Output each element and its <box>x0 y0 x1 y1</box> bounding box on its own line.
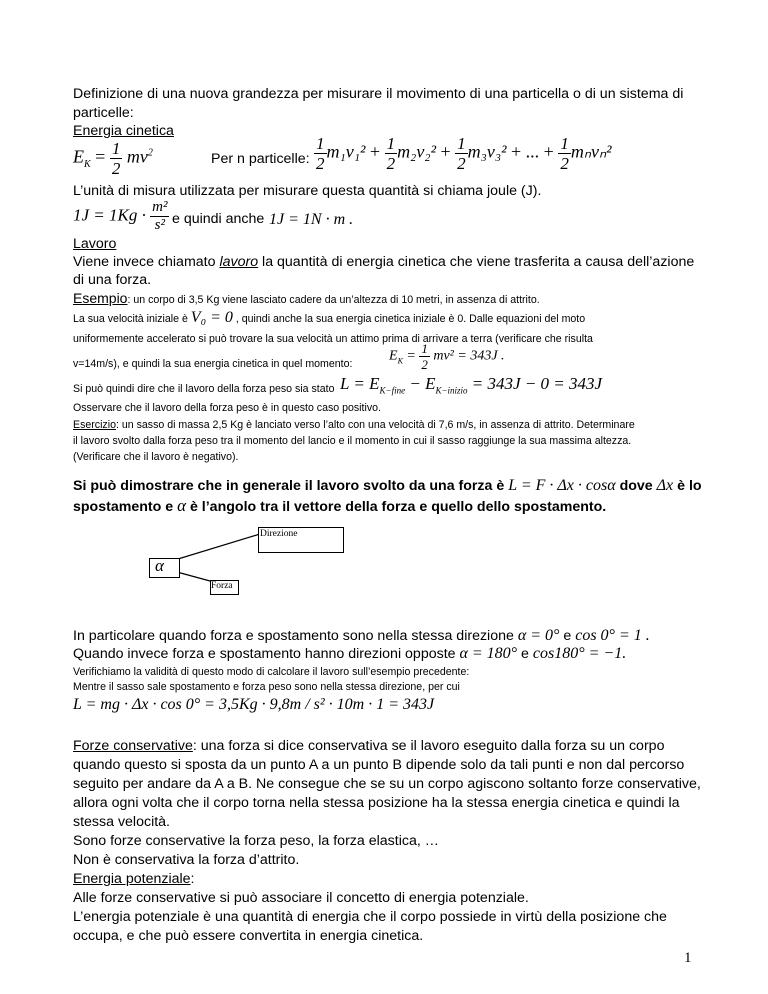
heading-line-2: particelle: <box>73 105 134 121</box>
direction-label: Direzione <box>260 529 298 539</box>
heading-line-1: Definizione di una nuova grandezza per misurare il movimento di una particella o di un sistema di <box>73 86 684 102</box>
example-line-4: v=14m/s), e quindi la sua energia cinetica in quel momento: <box>73 358 353 370</box>
conservative-line-1: Forze conservative: una forza si dice conservativa se il lavoro eseguito dalla forza su un corpo <box>73 738 665 754</box>
conservative-line-3: seguito per andare da A a B. Ne consegue che se su un corpo agiscono soltanto forze conservative, <box>73 776 701 792</box>
force-label: Forza <box>211 581 233 591</box>
bold-statement-line-1: Si può dimostrare che in generale il lavoro svolto da una forza è L = F · Δx · cosα dove Δx è lo <box>73 477 702 494</box>
joule-also-label: e quindi anche <box>172 211 265 227</box>
example-line-1: Esempio: un corpo di 3,5 Kg viene lasciato cadere da un’altezza di 10 metri, in assenza di attrito. <box>73 290 540 306</box>
conservative-line-4: allora ogni volta che il corpo torna nella stessa posizione ha la stessa energia cinetica e quindi la <box>73 795 680 811</box>
exercise-line-1: Esercizio: un sasso di massa 2,5 Kg è lanciato verso l’alto con una velocità di 7,6 m/s, in assenza di attrito. Determinare <box>73 419 635 431</box>
example-line-5: Si può quindi dire che il lavoro della forza peso sia stato <box>73 383 335 395</box>
alpha-label-box <box>149 558 180 578</box>
n-particles-formula: $\frac{1}{2}$ m₁v₁² + $\frac{1}{2}$ m₂v₂² + $\frac{1}{2}$ m₃v₃² + ... + $\frac{1}{2}$ mₙvₙ² <box>316 134 612 173</box>
work-definition-line-2: di una forza. <box>73 272 152 288</box>
example-work-formula: $L = E_{K-fine} - E_{K-inizio} = 343J - 0 = 343J$ <box>340 374 603 396</box>
alpha-label: α <box>155 556 164 575</box>
example-line-3: uniformemente accelerato si può trovare la sua velocità un attimo prima di arrivare a terra (verificare che risulta <box>73 333 593 345</box>
bold-statement-line-2: spostamento e α è l’angolo tra il vettore della forza e quello dello spostamento. <box>73 496 607 515</box>
observe-line: Osservare che il lavoro della forza peso è in questo caso positivo. <box>73 402 381 414</box>
page-number: 1 <box>684 950 692 966</box>
verify-line-2: Mentre il sasso sale spostamento e forza peso sono nella stessa direzione, per cui <box>73 681 460 693</box>
conservative-line-6: Sono forze conservative la forza peso, la forza elastica, … <box>73 833 439 849</box>
potential-line-1: Alle forze conservative si può associare il concetto di energia potenziale. <box>73 890 529 906</box>
potential-line-3: occupa, e che può essere convertita in energia cinetica. <box>73 928 424 944</box>
example-line-2: La sua velocità iniziale è V₀ = 0 , quindi anche la sua energia cinetica iniziale è 0. Dalle equazioni del moto <box>73 309 586 326</box>
joule-equation-2: 1J = 1N · m . <box>269 211 354 228</box>
joule-unit-line: L’unità di misura utilizzata per misurare questa quantità si chiama joule (J). <box>73 183 542 199</box>
potential-energy-title: Energia potenziale: <box>73 871 195 887</box>
exercise-line-3: (Verificare che il lavoro è negativo). <box>73 451 239 463</box>
potential-line-2: L’energia potenziale è una quantità di energia che il corpo possiede in virtù della posizione che <box>73 909 667 925</box>
conservative-line-7: Non è conservativa la forza d’attrito. <box>73 852 300 868</box>
conservative-line-5: stessa velocità. <box>73 814 170 830</box>
exercise-line-2: il lavoro svolto dalla forza peso tra il momento del lancio e il momento in cui il sasso raggiunge la sua massima altezza. <box>73 435 632 447</box>
opposite-direction-line: Quando invece forza e spostamento hanno direzioni opposte α = 180° e cos180° = −1. <box>73 645 627 662</box>
kinetic-energy-title: Energia cinetica <box>73 123 174 139</box>
work-title: Lavoro <box>73 236 117 252</box>
work-definition-line-1: Viene invece chiamato lavoro la quantità di energia cinetica che viene trasferita a causa dell’azione <box>73 254 695 270</box>
joule-equation: 1J = 1Kg · $\frac{\text{m²}}{\text{s²}}$ <box>73 199 168 233</box>
verify-line-1: Verifichiamo la validità di questo modo di calcolare il lavoro sull’esempio precedente: <box>73 666 470 678</box>
example-kinetic-formula: $E_K$ = $\frac{1}{2}$ mv² = 343J . <box>389 341 505 372</box>
n-particles-label: Per n particelle: <box>211 151 310 167</box>
same-direction-line: In particolare quando forza e spostamento sono nella stessa direzione α = 0° e cos 0° = 1 . <box>73 627 650 644</box>
kinetic-energy-formula: $E_K$ = $\frac{1}{2}$ $mv^2$ <box>73 139 153 178</box>
conservative-line-2: quando questo si sposta da un punto A a un punto B dipende solo da tali punti e non dal percorso <box>73 757 685 773</box>
verify-equation: L = mg · Δx · cos 0° = 3,5Kg · 9,8m / s² · 10m · 1 = 343J <box>73 696 435 713</box>
